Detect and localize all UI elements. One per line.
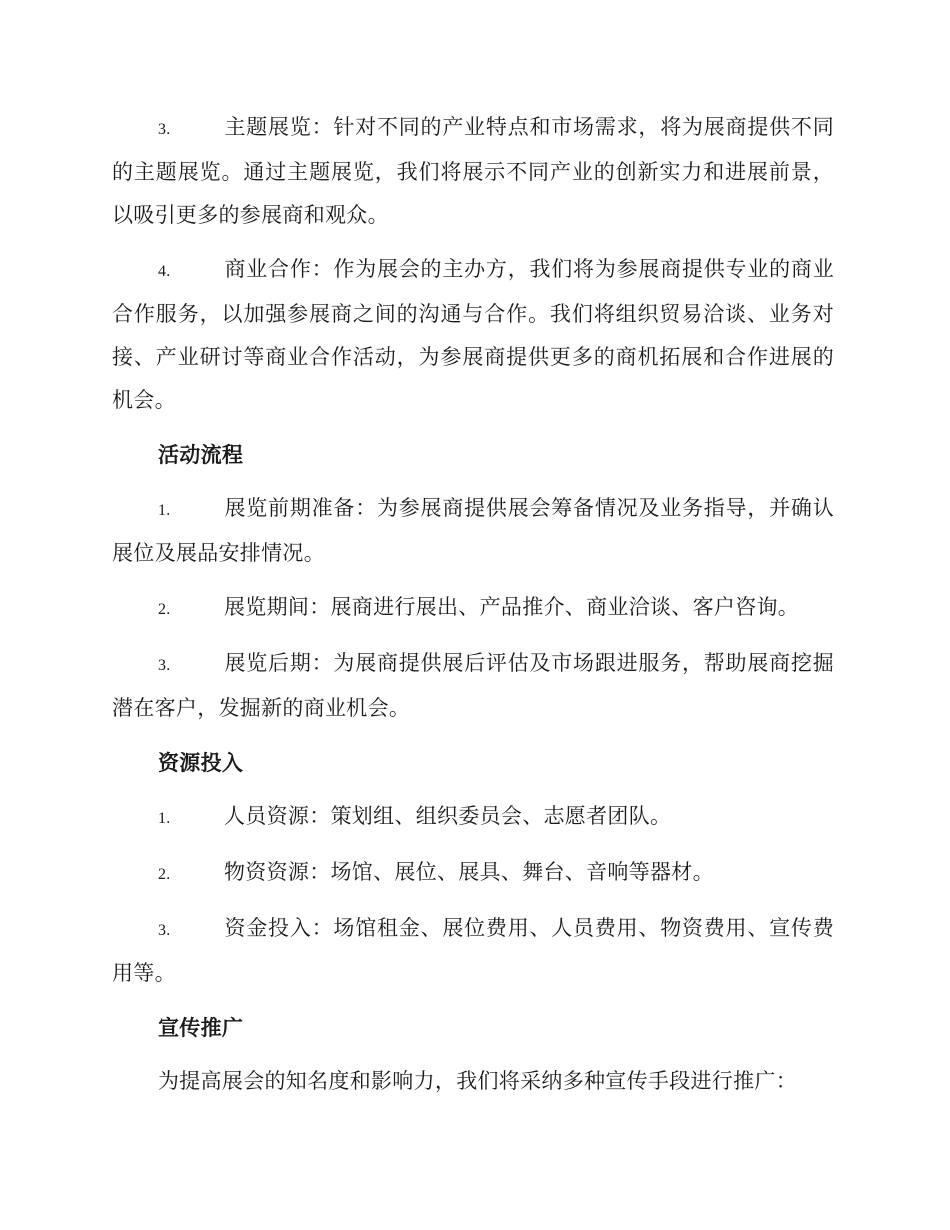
list-item [112, 586, 834, 631]
list-item-text: 物资资源：场馆、展位、展具、舞台、音响等器材。 [224, 860, 714, 884]
list-item [112, 642, 834, 730]
list-item [112, 487, 834, 575]
list-item-number: 1. [158, 502, 171, 519]
list-item-number: 1. [158, 810, 171, 827]
list-item [112, 795, 834, 840]
list-item-number: 3. [158, 121, 171, 138]
list-item-text: 商业合作：作为展会的主办方，我们将为参展商提供专业的商业合作服务，以加强参展商之间的沟通与合作。我们将组织贸易洽谈、业务对接、产业研讨等商业合作活动，为参展商提供更多的商机拓展和合作进展的机会。 [112, 257, 834, 412]
list-item-text: 展览后期：为展商提供展后评估及市场跟进服务，帮助展商挖掘潜在客户，发掘新的商业机会。 [112, 651, 834, 720]
list-item-text: 资金投入：场馆租金、展位费用、人员费用、物资费用、宣传费用等。 [112, 916, 834, 985]
list-item [112, 248, 834, 422]
list-item [112, 106, 834, 237]
section-heading-promotion: 宣传推广 [158, 1015, 244, 1040]
paragraph: 为提高展会的知名度和影响力，我们将采纳多种宣传手段进行推广： [158, 1069, 797, 1093]
document-body [112, 106, 834, 1114]
list-item-number: 3. [158, 922, 171, 939]
list-item-text: 展览前期准备：为参展商提供展会筹备情况及业务指导，并确认展位及展品安排情况。 [112, 496, 834, 565]
list-item-number: 2. [158, 866, 171, 883]
list-item-number: 3. [158, 657, 171, 674]
list-item [112, 907, 834, 995]
section-heading-resource-input: 资源投入 [158, 750, 244, 775]
list-item-text: 主题展览：针对不同的产业特点和市场需求，将为展商提供不同的主题展览。通过主题展览，我们将展示不同产业的创新实力和进展前景，以吸引更多的参展商和观众。 [112, 115, 834, 227]
list-item-text: 展览期间：展商进行展出、产品推介、商业洽谈、客户咨询。 [224, 595, 800, 619]
list-item-text: 人员资源：策划组、组织委员会、志愿者团队。 [224, 804, 672, 828]
list-item-number: 2. [158, 601, 171, 618]
section-heading-activity-process: 活动流程 [158, 442, 244, 467]
list-item-number: 4. [158, 263, 171, 280]
list-item [112, 851, 834, 896]
